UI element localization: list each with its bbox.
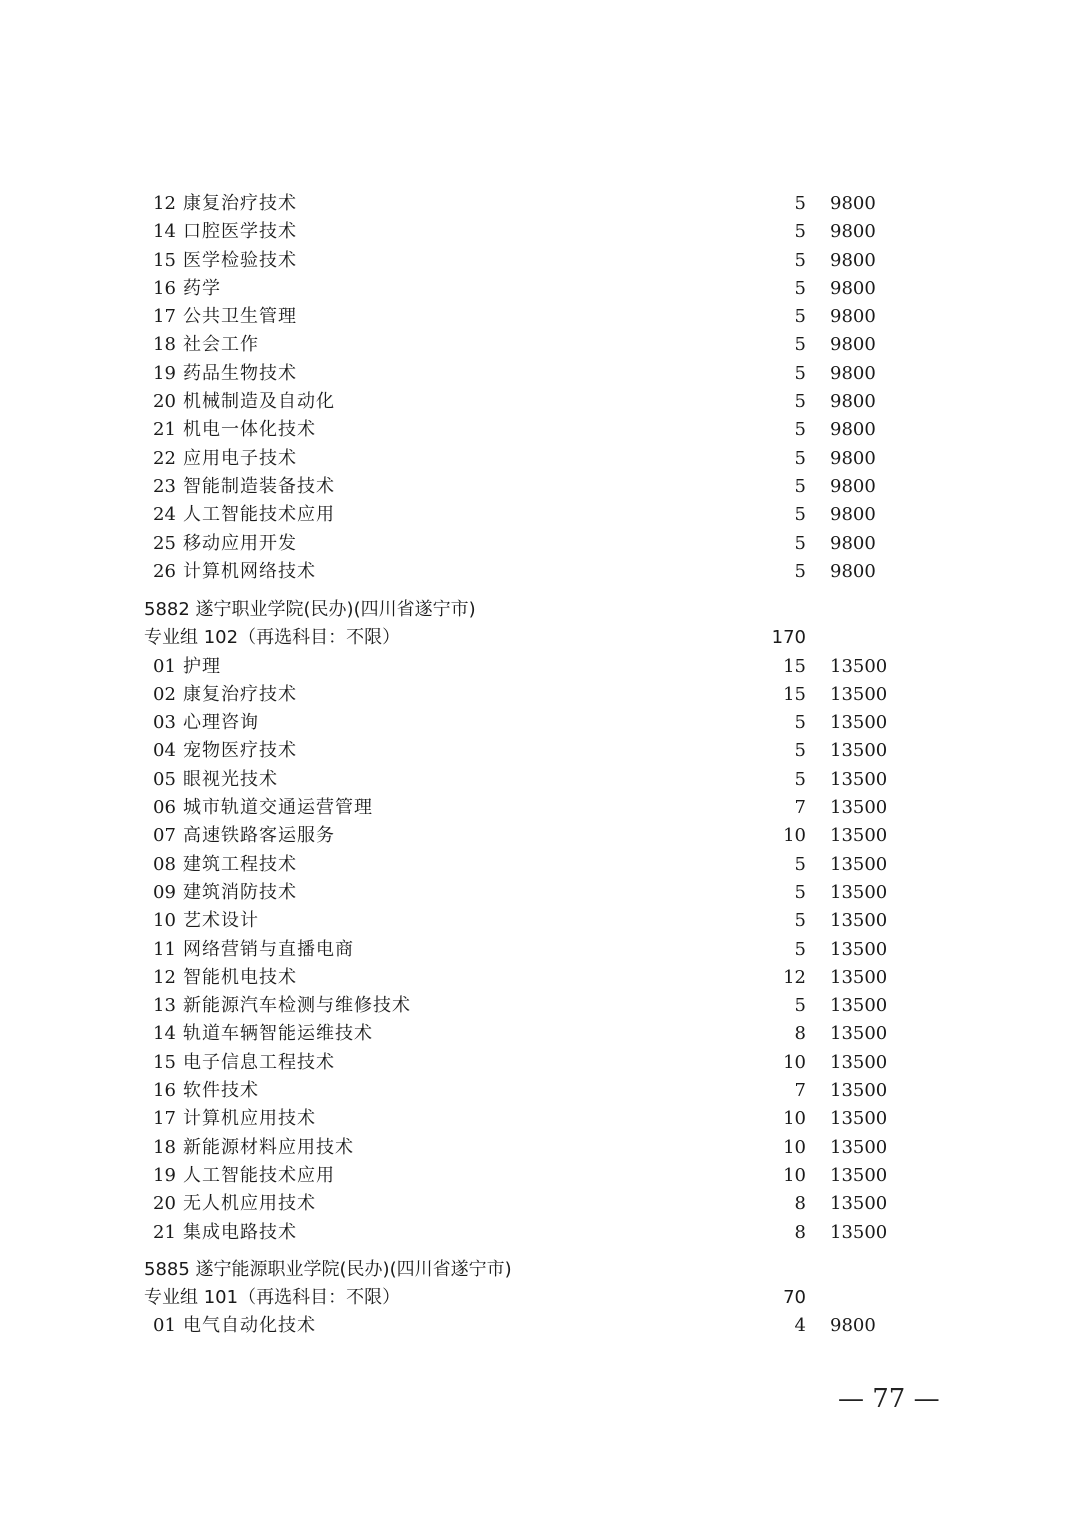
enrollment-count: 10 bbox=[783, 1164, 806, 1186]
major-code: 21 bbox=[153, 1221, 176, 1243]
major-code: 20 bbox=[153, 1193, 176, 1215]
enrollment-count: 5 bbox=[794, 249, 806, 271]
major-name: 轨道车辆智能运维技术 bbox=[183, 1023, 373, 1045]
tuition-fee: 13500 bbox=[830, 938, 888, 960]
major-code: 19 bbox=[153, 1164, 176, 1186]
tuition-fee: 13500 bbox=[830, 881, 888, 903]
major-code: 18 bbox=[153, 334, 176, 356]
tuition-fee: 9800 bbox=[830, 532, 876, 554]
major-name: 软件技术 bbox=[183, 1080, 259, 1102]
enrollment-count: 5 bbox=[794, 306, 806, 328]
tuition-fee: 13500 bbox=[830, 1051, 888, 1073]
tuition-fee: 9800 bbox=[830, 334, 876, 356]
table-row bbox=[0, 766, 1080, 794]
major-name: 建筑工程技术 bbox=[183, 853, 297, 875]
major-name: 高速铁路客运服务 bbox=[183, 825, 335, 847]
table-row bbox=[0, 1020, 1080, 1048]
major-code: 17 bbox=[153, 306, 176, 328]
enrollment-count: 5 bbox=[794, 277, 806, 299]
major-name: 艺术设计 bbox=[183, 910, 259, 932]
major-code: 22 bbox=[153, 447, 176, 469]
tuition-fee: 13500 bbox=[830, 740, 888, 762]
major-name: 机械制造及自动化 bbox=[183, 391, 335, 413]
table-row bbox=[0, 1162, 1080, 1190]
major-code: 10 bbox=[153, 910, 176, 932]
major-code: 15 bbox=[153, 249, 176, 271]
major-code: 26 bbox=[153, 560, 176, 582]
major-code: 24 bbox=[153, 504, 176, 526]
major-code: 14 bbox=[153, 221, 176, 243]
table-row bbox=[0, 964, 1080, 992]
major-name: 口腔医学技术 bbox=[183, 221, 297, 243]
school-name: 5885 遂宁能源职业学院(民办)(四川省遂宁市) bbox=[144, 1258, 512, 1280]
enrollment-count: 5 bbox=[794, 910, 806, 932]
table-row bbox=[0, 1049, 1080, 1077]
table-row bbox=[0, 303, 1080, 331]
major-name: 眼视光技术 bbox=[183, 768, 278, 790]
tuition-fee: 13500 bbox=[830, 1221, 888, 1243]
major-name: 康复治疗技术 bbox=[183, 193, 297, 214]
enrollment-count: 5 bbox=[794, 768, 806, 790]
table-row bbox=[0, 992, 1080, 1020]
tuition-fee: 13500 bbox=[830, 825, 888, 847]
major-name: 社会工作 bbox=[183, 334, 259, 356]
enrollment-count: 5 bbox=[794, 475, 806, 497]
tuition-fee: 9800 bbox=[830, 306, 876, 328]
major-name: 电子信息工程技术 bbox=[183, 1051, 335, 1073]
major-group-header bbox=[0, 624, 1080, 652]
enrollment-count: 10 bbox=[783, 825, 806, 847]
major-code: 16 bbox=[153, 1080, 176, 1102]
table-row bbox=[0, 331, 1080, 359]
tuition-fee: 9800 bbox=[830, 221, 876, 243]
tuition-fee: 9800 bbox=[830, 249, 876, 271]
table-row bbox=[0, 558, 1080, 586]
enrollment-count: 4 bbox=[794, 1315, 806, 1337]
enrollment-count: 5 bbox=[794, 419, 806, 441]
enrollment-count: 5 bbox=[794, 532, 806, 554]
major-name: 药品生物技术 bbox=[183, 362, 297, 384]
enrollment-count: 5 bbox=[794, 881, 806, 903]
major-code: 04 bbox=[153, 740, 176, 762]
table-row bbox=[0, 190, 1080, 218]
major-code: 01 bbox=[153, 1315, 176, 1337]
major-code: 21 bbox=[153, 419, 176, 441]
tuition-fee: 9800 bbox=[830, 362, 876, 384]
enrollment-count: 5 bbox=[794, 504, 806, 526]
enrollment-count: 5 bbox=[794, 740, 806, 762]
school-header bbox=[0, 1256, 1080, 1284]
tuition-fee: 13500 bbox=[830, 712, 888, 734]
major-code: 25 bbox=[153, 532, 176, 554]
tuition-fee: 13500 bbox=[830, 995, 888, 1017]
major-name: 药学 bbox=[183, 277, 221, 299]
table-row bbox=[0, 473, 1080, 501]
table-row bbox=[0, 1105, 1080, 1133]
table-row bbox=[0, 681, 1080, 709]
major-name: 集成电路技术 bbox=[183, 1221, 297, 1243]
tuition-fee: 13500 bbox=[830, 797, 888, 819]
major-code: 02 bbox=[153, 683, 176, 705]
table-row bbox=[0, 530, 1080, 558]
enrollment-count: 5 bbox=[794, 447, 806, 469]
tuition-fee: 9800 bbox=[830, 193, 876, 214]
table-row bbox=[0, 1219, 1080, 1247]
major-name: 计算机网络技术 bbox=[183, 560, 316, 582]
tuition-fee: 9800 bbox=[830, 391, 876, 413]
major-code: 20 bbox=[153, 391, 176, 413]
major-name: 机电一体化技术 bbox=[183, 419, 316, 441]
major-name: 医学检验技术 bbox=[183, 249, 297, 271]
enrollment-count: 5 bbox=[794, 334, 806, 356]
major-code: 15 bbox=[153, 1051, 176, 1073]
table-row bbox=[0, 879, 1080, 907]
table-row bbox=[0, 1134, 1080, 1162]
tuition-fee: 9800 bbox=[830, 277, 876, 299]
table-row bbox=[0, 737, 1080, 765]
major-code: 06 bbox=[153, 797, 176, 819]
table-row bbox=[0, 794, 1080, 822]
major-name: 应用电子技术 bbox=[183, 447, 297, 469]
major-group-label: 专业组 101（再选科目：不限） bbox=[144, 1287, 401, 1309]
enrollment-count: 10 bbox=[783, 1136, 806, 1158]
major-name: 人工智能技术应用 bbox=[183, 1164, 335, 1186]
tuition-fee: 13500 bbox=[830, 1023, 888, 1045]
table-row bbox=[0, 247, 1080, 275]
tuition-fee: 9800 bbox=[830, 1315, 876, 1337]
major-group-total: 70 bbox=[783, 1287, 806, 1309]
enrollment-count: 5 bbox=[794, 712, 806, 734]
enrollment-count: 12 bbox=[783, 966, 806, 988]
tuition-fee: 13500 bbox=[830, 655, 888, 677]
major-code: 12 bbox=[153, 193, 176, 214]
tuition-fee: 13500 bbox=[830, 966, 888, 988]
major-name: 心理咨询 bbox=[183, 712, 259, 734]
major-name: 建筑消防技术 bbox=[183, 881, 297, 903]
major-code: 11 bbox=[153, 938, 176, 960]
enrollment-count: 5 bbox=[794, 221, 806, 243]
tuition-fee: 9800 bbox=[830, 560, 876, 582]
table-row bbox=[0, 218, 1080, 246]
enrollment-count: 5 bbox=[794, 995, 806, 1017]
major-code: 01 bbox=[153, 655, 176, 677]
page-number: — 77 — bbox=[838, 1384, 940, 1414]
major-name: 城市轨道交通运营管理 bbox=[183, 797, 373, 819]
enrollment-count: 8 bbox=[794, 1193, 806, 1215]
enrollment-count: 5 bbox=[794, 391, 806, 413]
major-name: 公共卫生管理 bbox=[183, 306, 297, 328]
major-name: 康复治疗技术 bbox=[183, 683, 297, 705]
school-section bbox=[0, 596, 1080, 1256]
tuition-fee: 9800 bbox=[830, 447, 876, 469]
tuition-fee: 13500 bbox=[830, 1164, 888, 1186]
major-code: 08 bbox=[153, 853, 176, 875]
major-group-total: 170 bbox=[771, 627, 806, 649]
enrollment-count: 15 bbox=[783, 683, 806, 705]
enrollment-count: 15 bbox=[783, 655, 806, 677]
table-row bbox=[0, 653, 1080, 681]
major-group-header bbox=[0, 1284, 1080, 1312]
major-name: 智能制造装备技术 bbox=[183, 475, 335, 497]
table-row bbox=[0, 445, 1080, 473]
major-name: 移动应用开发 bbox=[183, 532, 297, 554]
major-code: 23 bbox=[153, 475, 176, 497]
major-code: 13 bbox=[153, 995, 176, 1017]
tuition-fee: 13500 bbox=[830, 683, 888, 705]
table-row bbox=[0, 1077, 1080, 1105]
tuition-fee: 13500 bbox=[830, 1108, 888, 1130]
major-name: 电气自动化技术 bbox=[183, 1315, 316, 1337]
school-header bbox=[0, 596, 1080, 624]
major-name: 无人机应用技术 bbox=[183, 1193, 316, 1215]
enrollment-count: 10 bbox=[783, 1051, 806, 1073]
major-code: 12 bbox=[153, 966, 176, 988]
major-code: 07 bbox=[153, 825, 176, 847]
enrollment-count: 5 bbox=[794, 362, 806, 384]
table-row bbox=[0, 936, 1080, 964]
tuition-fee: 9800 bbox=[830, 504, 876, 526]
table-row bbox=[0, 822, 1080, 850]
tuition-fee: 13500 bbox=[830, 853, 888, 875]
enrollment-count: 8 bbox=[794, 1221, 806, 1243]
major-name: 网络营销与直播电商 bbox=[183, 938, 354, 960]
table-row bbox=[0, 907, 1080, 935]
major-name: 护理 bbox=[183, 655, 221, 677]
major-code: 14 bbox=[153, 1023, 176, 1045]
continuation-list bbox=[0, 190, 1080, 586]
major-name: 新能源材料应用技术 bbox=[183, 1136, 354, 1158]
school-sections bbox=[0, 596, 1080, 1341]
tuition-fee: 9800 bbox=[830, 419, 876, 441]
major-name: 计算机应用技术 bbox=[183, 1108, 316, 1130]
enrollment-count: 5 bbox=[794, 938, 806, 960]
major-code: 18 bbox=[153, 1136, 176, 1158]
major-code: 09 bbox=[153, 881, 176, 903]
table-row bbox=[0, 1312, 1080, 1340]
enrollment-count: 7 bbox=[794, 797, 806, 819]
enrollment-count: 7 bbox=[794, 1080, 806, 1102]
major-code: 19 bbox=[153, 362, 176, 384]
table-row bbox=[0, 1190, 1080, 1218]
enrollment-count: 10 bbox=[783, 1108, 806, 1130]
major-code: 16 bbox=[153, 277, 176, 299]
section-gap bbox=[0, 1247, 1080, 1256]
tuition-fee: 13500 bbox=[830, 1193, 888, 1215]
major-name: 宠物医疗技术 bbox=[183, 740, 297, 762]
table-row bbox=[0, 501, 1080, 529]
major-name: 智能机电技术 bbox=[183, 966, 297, 988]
table-row bbox=[0, 416, 1080, 444]
school-name: 5882 遂宁职业学院(民办)(四川省遂宁市) bbox=[144, 599, 476, 620]
major-code: 05 bbox=[153, 768, 176, 790]
enrollment-count: 5 bbox=[794, 560, 806, 582]
major-code: 03 bbox=[153, 712, 176, 734]
table-row bbox=[0, 709, 1080, 737]
major-name: 新能源汽车检测与维修技术 bbox=[183, 995, 411, 1017]
table-row bbox=[0, 388, 1080, 416]
tuition-fee: 13500 bbox=[830, 1080, 888, 1102]
tuition-fee: 13500 bbox=[830, 1136, 888, 1158]
enrollment-count: 5 bbox=[794, 193, 806, 214]
major-group-label: 专业组 102（再选科目：不限） bbox=[144, 627, 401, 649]
tuition-fee: 13500 bbox=[830, 768, 888, 790]
enrollment-count: 8 bbox=[794, 1023, 806, 1045]
major-name: 人工智能技术应用 bbox=[183, 504, 335, 526]
major-code: 17 bbox=[153, 1108, 176, 1130]
table-row bbox=[0, 275, 1080, 303]
tuition-fee: 13500 bbox=[830, 910, 888, 932]
table-row bbox=[0, 360, 1080, 388]
table-row bbox=[0, 851, 1080, 879]
school-section bbox=[0, 1256, 1080, 1341]
tuition-fee: 9800 bbox=[830, 475, 876, 497]
enrollment-count: 5 bbox=[794, 853, 806, 875]
